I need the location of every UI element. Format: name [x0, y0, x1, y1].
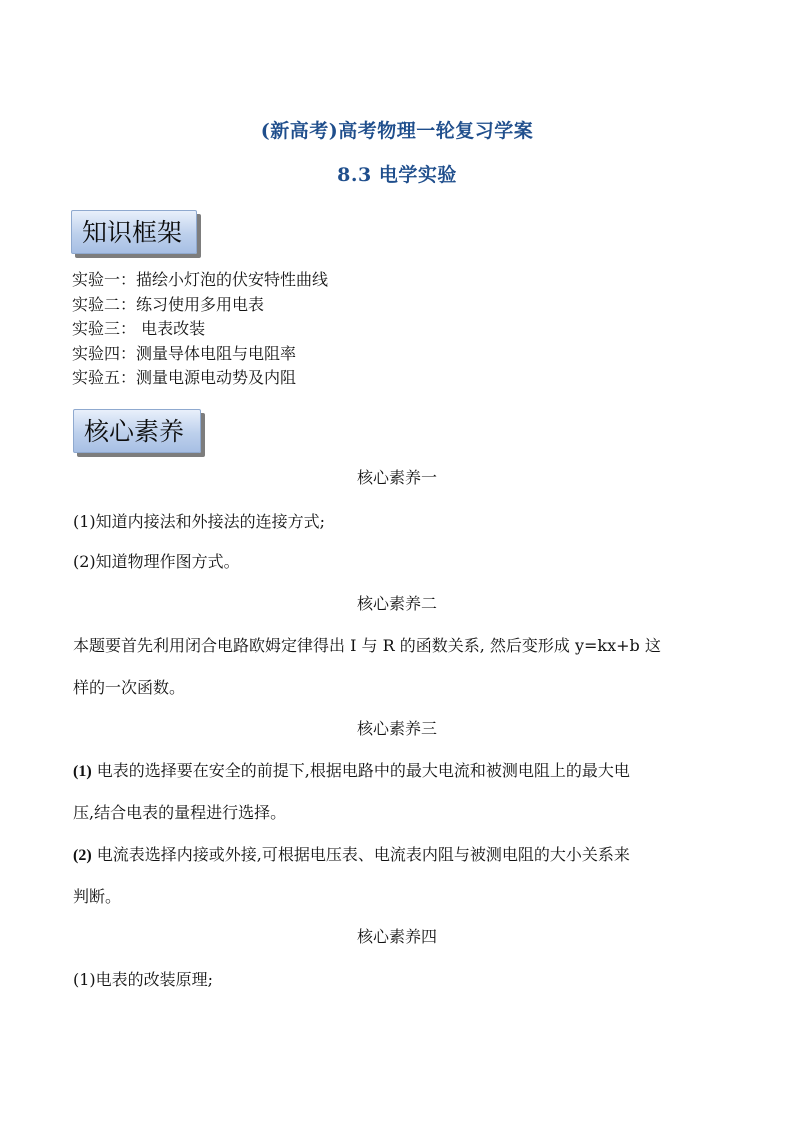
experiment-label: 实验五： — [72, 368, 137, 387]
knowledge-framework-badge: 知识框架 — [71, 210, 197, 254]
experiment-label: 实验四： — [72, 343, 137, 363]
section-heading-2: 核心素养二 — [356, 594, 437, 613]
paragraph — [73, 758, 723, 781]
paragraph — [73, 842, 723, 865]
section-heading-4: 核心素养四 — [356, 927, 437, 946]
paragraph: (1)电表的改装原理; — [73, 970, 214, 989]
paragraph: 判断。 — [73, 887, 122, 906]
section-heading-1: 核心素养一 — [356, 468, 437, 487]
paragraph-text: 电表的选择要在安全的前提下,根据电路中的最大电流和被测电阻上的最大电 — [91, 761, 630, 780]
paragraph: (2)知道物理作图方式。 — [73, 552, 240, 571]
paragraph: (1)知道内接法和外接法的连接方式; — [73, 512, 326, 531]
list-item — [72, 293, 328, 318]
experiment-label: 实验三： — [72, 319, 137, 338]
list-item — [72, 366, 328, 391]
experiment-text: 描绘小灯泡的伏安特性曲线 — [136, 270, 329, 289]
experiment-label: 实验一： — [72, 270, 137, 289]
section-heading-3: 核心素养三 — [356, 719, 437, 738]
experiment-text: 测量导体电阻与电阻率 — [136, 343, 297, 363]
list-item — [72, 268, 328, 293]
paragraph: 样的一次函数。 — [73, 678, 186, 697]
paragraph-text: 电流表选择内接或外接,可根据电压表、电流表内阻与被测电阻的大小关系来 — [91, 845, 630, 864]
paragraph: 本题要首先利用闭合电路欧姆定律得出 I 与 R 的函数关系, 然后变形成 y=kx+b 这 — [73, 636, 661, 655]
experiment-text: 练习使用多用电表 — [136, 294, 265, 314]
list-item — [72, 342, 328, 367]
core-literacy-badge: 核心素养 — [73, 409, 201, 453]
experiment-list — [72, 268, 328, 391]
paragraph: 压,结合电表的量程进行选择。 — [73, 803, 287, 822]
item-number: (1) — [73, 763, 92, 780]
document-title: (新高考)高考物理一轮复习学案 — [260, 120, 534, 142]
experiment-text: 测量电源电动势及内阻 — [136, 368, 297, 387]
experiment-text: 电表改装 — [136, 319, 206, 338]
document-subtitle: 8.3 电学实验 — [337, 164, 457, 186]
item-number: (2) — [73, 847, 92, 864]
experiment-label: 实验二： — [72, 294, 137, 314]
list-item — [72, 317, 328, 342]
